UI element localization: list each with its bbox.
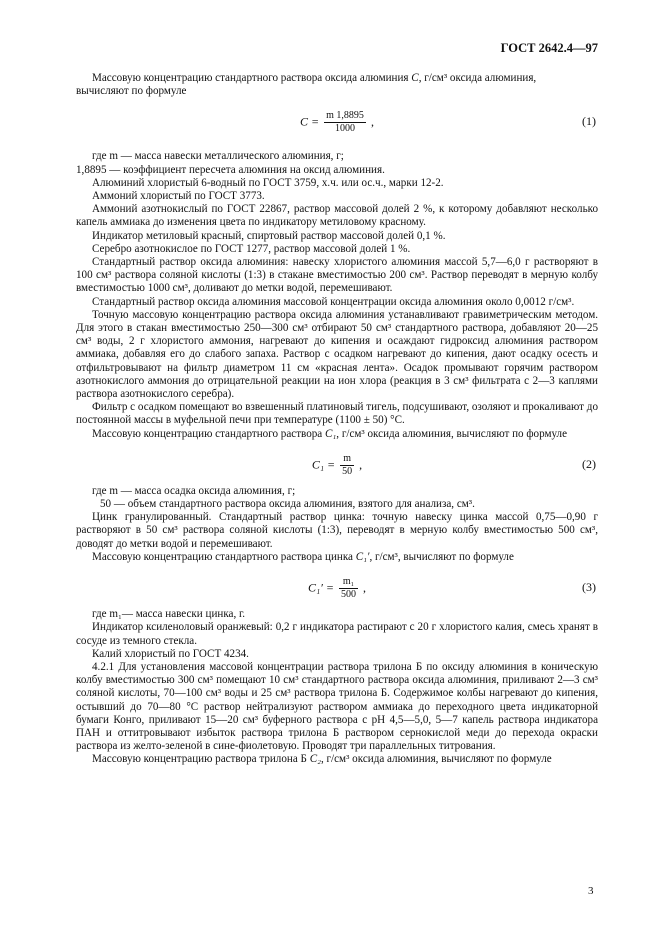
paragraph: Индикатор ксиленоловый оранжевый: 0,2 г индикатора растирают с 20 г хлористого калия, смесь хранят в сосуде из темного стекла. [76,621,598,647]
formula-number: (2) [582,456,596,471]
paragraph: Точную массовую концентрацию раствора оксида алюминия устанавливают гравиметрическим методом. Для этого в стакан вместимостью 250—300 см³ отбирают 50 см³ стандартного раствора, добавляют 20—25 см³ воды, 2 г хлористого аммония, нагревают до кипения и осаждают гидроксид алюминия раствором аммиака, добавляя его до слабого запаха. Раствор с осадком нагревают до кипения, дают осадку осесть и отфильтровывают на фильтр диаметром 11 см «красная лента». Осадок промывают горячим раствором азотнокислого аммония до отрицательной реакции на ион хлора (реакция в 3 см³ фильтрата с 2—3 каплями раствора азотнокислого серебра). [76,308,598,401]
paragraph: Массовую концентрацию раствора трилона Б C₂, г/см³ оксида алюминия, вычисляют по формуле [92,753,552,766]
paragraph: Серебро азотнокислое по ГОСТ 1277, раствор массовой долей 1 %. [92,242,411,255]
paragraph: Массовую концентрацию стандартного раствора C₁, г/см³ оксида алюминия, вычисляют по формуле [92,427,567,440]
formula-1: C = $\frac{m 1,8895}{1000}$ , (1) [300,110,596,135]
page-number: 3 [588,885,594,897]
formula-number: (3) [582,580,596,595]
page-header: ГОСТ 2642.4—97 [500,41,598,55]
paragraph: Массовую концентрацию стандартного раствора оксида алюминия C, г/см³ оксида алюминия, [92,72,537,84]
formula-number: (1) [582,114,596,129]
paragraph: 4.2.1 Для установления массовой концентрации раствора трилона Б по оксиду алюминия в коническую колбу вместимостью 300 см³ помещают 10 см³ стандартного раствора оксида алюминия, приливают 2—3 см³ соляной кислоты, 70—100 см³ воды и 25 см³ раствора трилона Б. Содержимое колбы нагревают до кипения, остывший до 70—80 °C раствор нейтрализуют раствором аммиака до переходного цвета индикаторной бумаги Конго, приливают 15—20 см³ буферного раствора с pH 4,5—5,0, 5—7 капель раствора индикатора ПАН и оттитровывают избыток раствора трилона Б раствором сернокислой меди до перехода окраски раствора из желто-зеленой в сине-фиолетовую. Проводят три параллельных титрования. [76,660,598,753]
paragraph: Алюминий хлористый 6-водный по ГОСТ 3759, х.ч. или ос.ч., марки 12-2. [92,176,444,189]
definitions: где m — масса осадка оксида алюминия, г; 50 — объем стандартного раствора оксида алюминия, взятого для анализа, см³. [92,484,475,511]
formula-2: C₁ = $\frac{m}{50}$ , (2) [311,452,596,477]
document-body [76,72,598,767]
paragraph: Аммоний хлористый по ГОСТ 3773. [92,190,265,203]
definitions: где m₁— масса навески цинка, г. [92,608,246,621]
formula-3: C₁′ = $\frac{\text{m₁}}{500}$ , (3) [308,576,596,601]
paragraph: Аммоний азотнокислый по ГОСТ 22867, раствор массовой долей 2 %, к которому добавляют несколько капель аммиака до изменения цвета по индикатору метиловому красному. [76,203,598,229]
fraction: $\frac{m 1,8895}{1000}$ [326,110,364,135]
paragraph: Стандартный раствор оксида алюминия: навеску хлористого алюминия массой 5,7—6,0 г растворяют в 100 см³ раствора соляной кислоты (1:3) в стакане вместимостью 200 см³. Раствор переводят в мерную колбу вместимостью 1000 см³, доливают до метки водой, перемешивают. [76,256,598,295]
paragraph: Фильтр с осадком помещают во взвешенный платиновый тигель, подсушивают, озоляют и прокаливают до постоянной массы в муфельной печи при температуре (1100 ± 50) °C. [76,401,598,427]
paragraph: Стандартный раствор оксида алюминия массовой концентрации оксида алюминия около 0,0012 г/см³. [92,295,575,308]
paragraph: Калий хлористый по ГОСТ 4234. [92,647,249,660]
paragraph: вычисляют по формуле [76,85,187,98]
fraction: $\frac{\text{m₁}}{500}$ [340,576,356,601]
paragraph: Цинк гранулированный. Стандартный раствор цинка: точную навеску цинка массой 0,75—0,90 г растворяют в 50 см³ раствора соляной кислоты (1:3), переводят в мерную колбу вместимостью 500 см³, доводят до метки водой и перемешивают. [76,511,598,550]
paragraph: Индикатор метиловый красный, спиртовый раствор массовой долей 0,1 %. [92,229,446,242]
fraction: $\frac{m}{50}$ [342,452,353,477]
paragraph: Массовую концентрацию стандартного раствора цинка C₁′, г/см³, вычисляют по формуле [92,550,514,563]
definitions: где m — масса навески металлического алюминия, г; 1,8895 — коэффициент пересчета алюминия на оксид алюминия. [76,150,385,176]
